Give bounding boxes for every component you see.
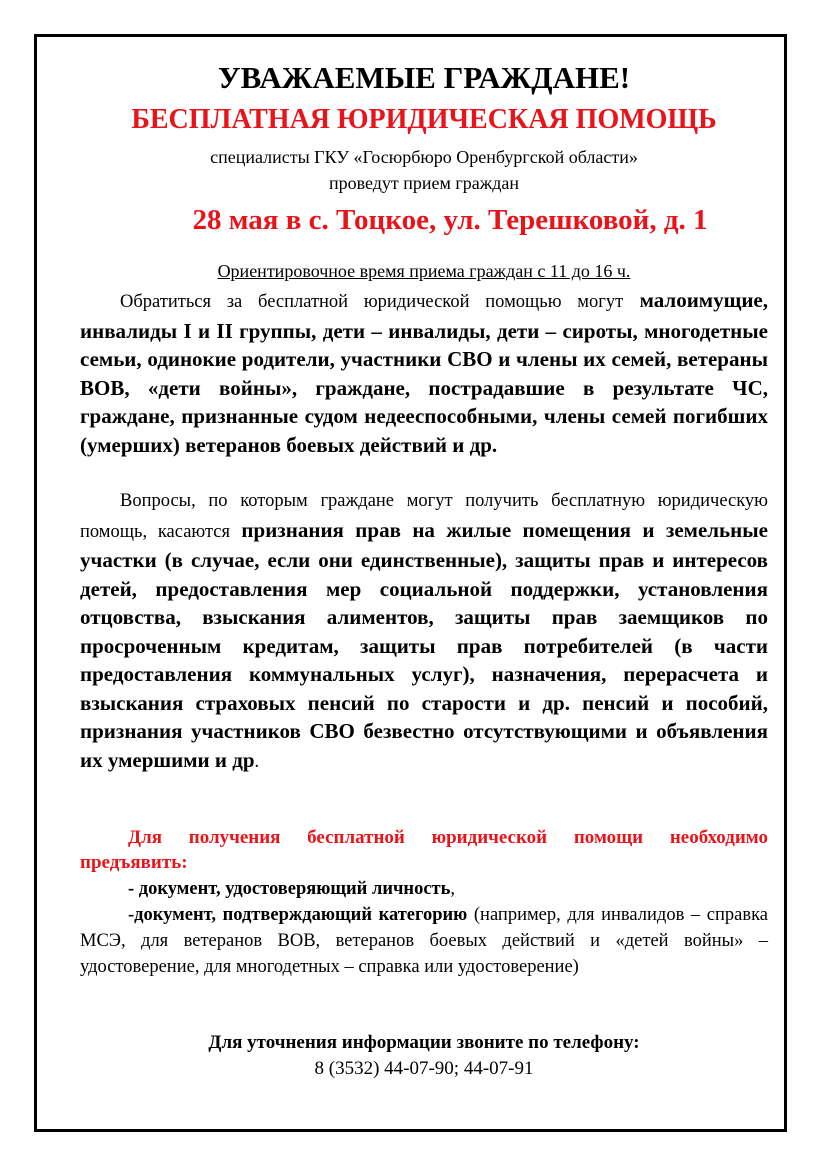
issues-end: . [254,751,260,772]
eligibility-intro: Обратиться за бесплатной юридической помощью могут [120,292,624,312]
organization-line: специалисты ГКУ «Госюрбюро Оренбургской области» [210,147,638,167]
document-item-id-end: , [450,879,456,899]
contact-phones: 8 (3532) 44-07-90; 44-07-91 [314,1058,534,1079]
document-item-id-text: - документ, удостоверяющий личность [128,879,451,899]
notice-subtitle: БЕСПЛАТНАЯ ЮРИДИЧЕСКАЯ ПОМОЩЬ [131,104,717,135]
eligibility-paragraph [80,286,768,459]
document-item-category-details: (например, для инвалидов – справка МСЭ, для ветеранов ВОВ, ветеранов боевых действий и «детей войны» – удостоверение, для многодетных – справка или удостоверение) [80,905,768,977]
document-item-category [80,902,768,980]
time-note: Ориентировочное время приема граждан с 11 до 16 ч. [217,261,631,281]
action-line: проведут прием граждан [328,173,520,193]
issues-topics: признания прав на жилые помещения и земельные участки (в случае, если они единственные), защиты прав и интересов детей, предоставления мер социальной поддержки, установления отцовства, взыскания алиментов, защиты прав заемщиков по просроченным кредитам, защиты прав потребителей (в части предоставления коммунальных услуг), назначения, перерасчета и взыскания страховых пенсий по старости и др. пенсий и пособий, признания участников СВО безвестно отсутствующими и объявления их умершими и др [80,517,768,772]
date-place: 28 мая в с. Тоцкое, ул. Терешковой, д. 1 [192,204,708,236]
contact-label: Для уточнения информации звоните по телефону: [208,1032,640,1053]
document-item-id [80,876,768,902]
issues-paragraph [80,485,768,776]
document-item-category-text: -документ, подтверждающий категорию [128,905,468,925]
documents-list [80,876,768,980]
documents-heading: Для получения бесплатной юридической помощи необходимо предъявить: [80,827,768,873]
eligibility-groups: малоимущие, инвалиды I и II группы, дети – инвалиды, дети – сироты, многодетные семьи, одинокие родители, участники СВО и члены их семей, ветераны ВОВ, «дети войны», граждане, пострадавшие в результате ЧС, граждане, признанные судом недееспособными, члены семей погибших (умерших) ветеранов боевых действий и др. [80,288,768,457]
notice-title: УВАЖАЕМЫЕ ГРАЖДАНЕ! [217,60,631,95]
issues-intro: Вопросы, по которым граждане могут получить бесплатную юридическую помощь, касаются [80,491,768,542]
